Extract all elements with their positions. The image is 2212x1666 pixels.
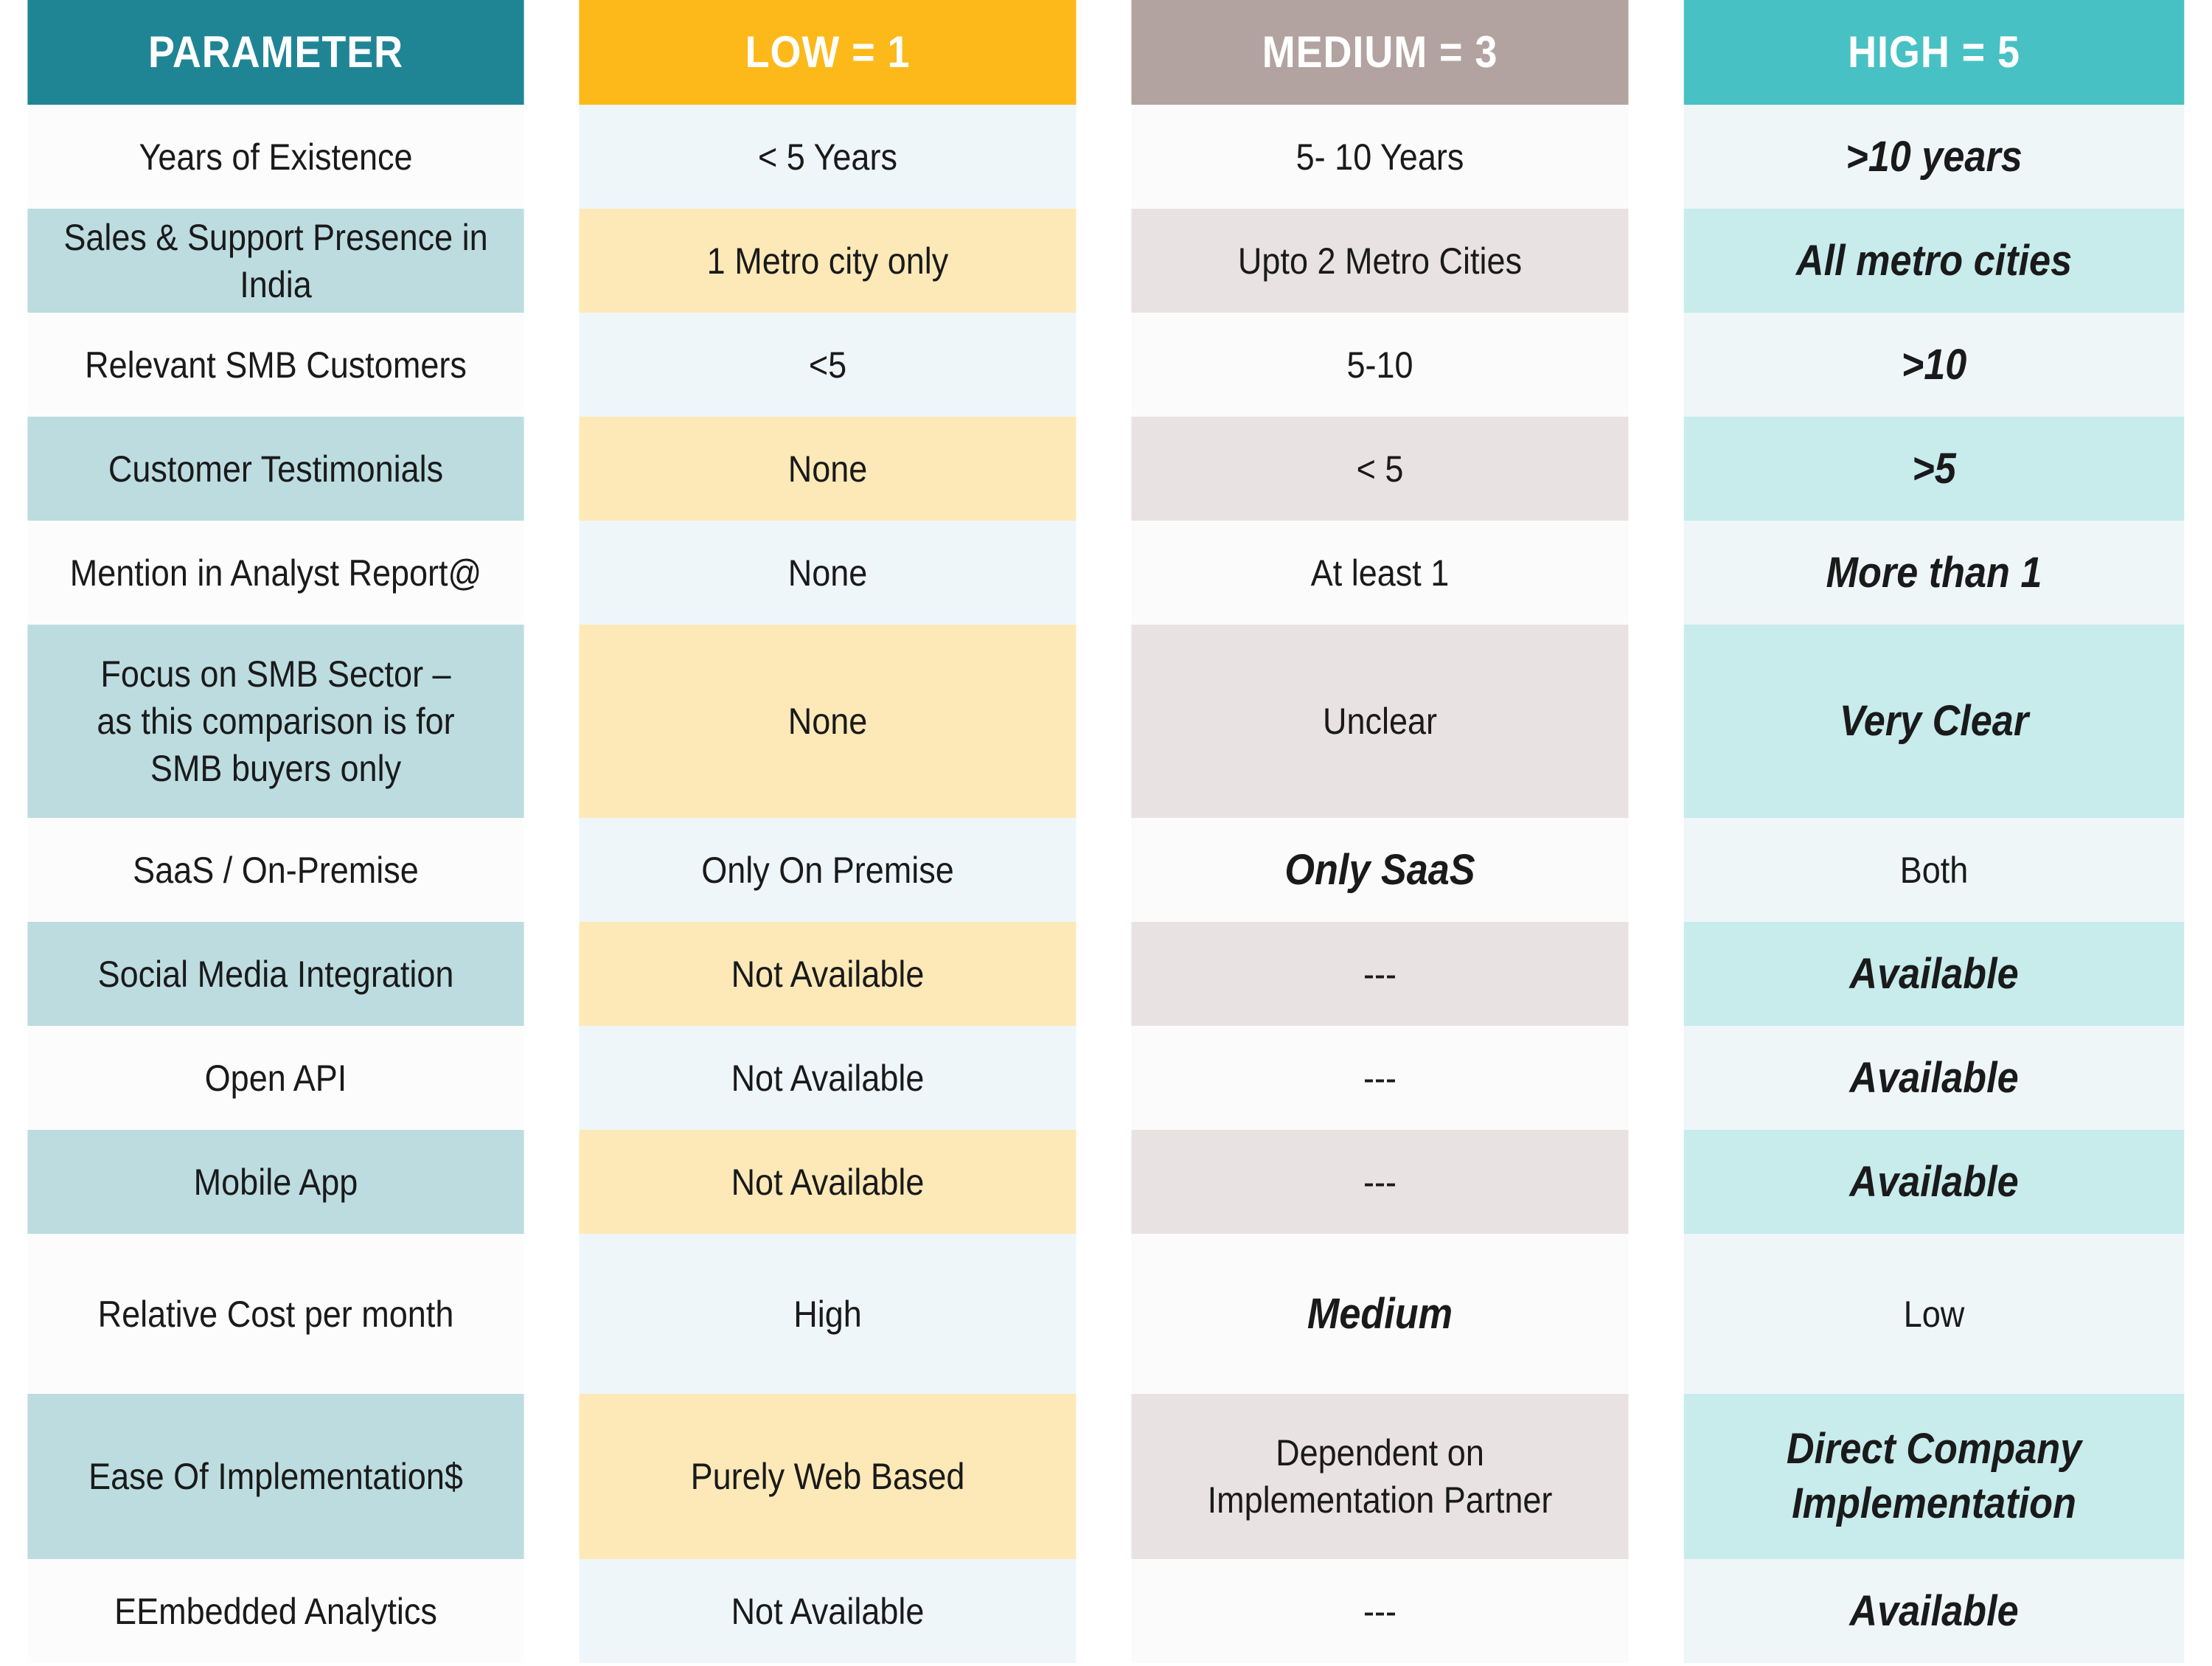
table-cell-low: Not Available	[579, 1026, 1076, 1130]
table-cell-low: Not Available	[579, 1559, 1076, 1663]
table-cell-parameter: Mobile App	[27, 1130, 524, 1234]
table-cell-low: < 5 Years	[579, 105, 1076, 209]
table-cell-medium: Unclear	[1131, 625, 1628, 818]
table-cell-parameter: Relative Cost per month	[27, 1234, 524, 1394]
table-cell-low: None	[579, 521, 1076, 625]
table-cell-high: Available	[1684, 1130, 2185, 1234]
header-high: HIGH = 5	[1684, 0, 2185, 105]
table-cell-high: Available	[1684, 1026, 2185, 1130]
table-cell-low: <5	[579, 313, 1076, 417]
table-cell-medium: Only SaaS	[1131, 818, 1628, 922]
table-cell-parameter: Customer Testimonials	[27, 417, 524, 521]
table-cell-high: Very Clear	[1684, 625, 2185, 818]
table-cell-high: Low	[1684, 1234, 2185, 1394]
header-low: LOW = 1	[579, 0, 1076, 105]
table-cell-parameter: Relevant SMB Customers	[27, 313, 524, 417]
table-cell-medium: 5-10	[1131, 313, 1628, 417]
table-cell-parameter: Years of Existence	[27, 105, 524, 209]
table-cell-parameter: Focus on SMB Sector – as this comparison is for SMB buyers only	[27, 625, 524, 818]
table-cell-medium: ---	[1131, 1130, 1628, 1234]
table-cell-parameter: Social Media Integration	[27, 922, 524, 1026]
table-cell-high: >10 years	[1684, 105, 2185, 209]
table-cell-high: >10	[1684, 313, 2185, 417]
header-medium: MEDIUM = 3	[1131, 0, 1628, 105]
table-cell-high: More than 1	[1684, 521, 2185, 625]
table-cell-medium: 5- 10 Years	[1131, 105, 1628, 209]
header-parameter: PARAMETER	[27, 0, 524, 105]
table-cell-high: Both	[1684, 818, 2185, 922]
table-cell-low: Not Available	[579, 922, 1076, 1026]
table-cell-medium: ---	[1131, 922, 1628, 1026]
table-cell-low: None	[579, 417, 1076, 521]
table-cell-low: Only On Premise	[579, 818, 1076, 922]
table-cell-high: All metro cities	[1684, 209, 2185, 313]
table-cell-low: Purely Web Based	[579, 1394, 1076, 1559]
table-cell-parameter: Mention in Analyst Report@	[27, 521, 524, 625]
table-cell-high: Available	[1684, 1559, 2185, 1663]
table-cell-high: Direct Company Implementation	[1684, 1394, 2185, 1559]
table-cell-low: High	[579, 1234, 1076, 1394]
table-cell-high: Available	[1684, 922, 2185, 1026]
table-cell-parameter: Sales & Support Presence in India	[27, 209, 524, 313]
table-cell-medium: < 5	[1131, 417, 1628, 521]
table-cell-medium: Dependent on Implementation Partner	[1131, 1394, 1628, 1559]
table-cell-medium: ---	[1131, 1559, 1628, 1663]
table-cell-low: Not Available	[579, 1130, 1076, 1234]
table-cell-parameter: Open API	[27, 1026, 524, 1130]
table-cell-parameter: EEmbedded Analytics	[27, 1559, 524, 1663]
table-cell-medium: Upto 2 Metro Cities	[1131, 209, 1628, 313]
table-cell-high: >5	[1684, 417, 2185, 521]
table-cell-parameter: SaaS / On-Premise	[27, 818, 524, 922]
table-cell-medium: Medium	[1131, 1234, 1628, 1394]
table-cell-parameter: Ease Of Implementation$	[27, 1394, 524, 1559]
table-cell-medium: At least 1	[1131, 521, 1628, 625]
table-cell-low: None	[579, 625, 1076, 818]
table-cell-medium: ---	[1131, 1026, 1628, 1130]
table-cell-low: 1 Metro city only	[579, 209, 1076, 313]
